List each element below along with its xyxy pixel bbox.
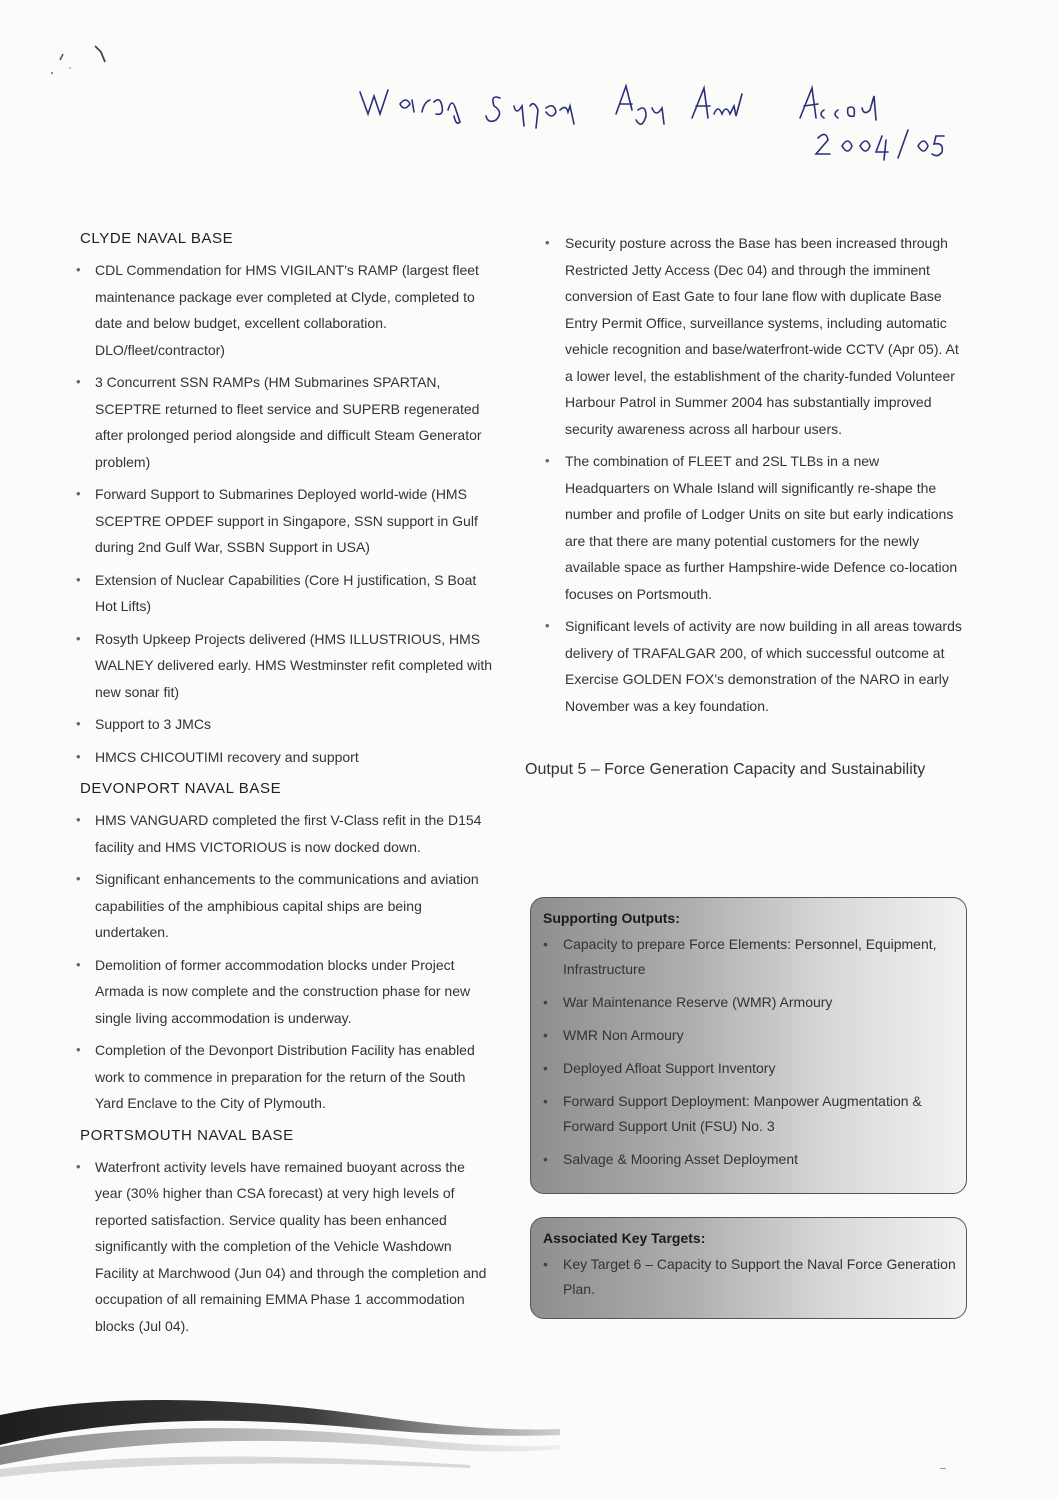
clyde-list [60,257,495,770]
output5-heading: Output 5 – Force Generation Capacity and Sustainability [525,761,926,778]
list-item: • War Maintenance Reserve (WMR) Armoury [531,990,966,1015]
clyde-section-title: CLYDE NAVAL BASE [80,230,234,247]
list-item: • HMS VANGUARD completed the first V-Class refit in the D154 facility and HMS VICTORIOUS is now docked down. [60,807,495,860]
list-item: • 3 Concurrent SSN RAMPs (HM Submarines SPARTAN, SCEPTRE returned to fleet service and SUPERB regenerated after prolonged period alongside and difficult Steam Generator problem) [60,369,495,475]
list-item: • HMCS CHICOUTIMI recovery and support [60,744,495,771]
list-item: • The combination of FLEET and 2SL TLBs in a new Headquarters on Whale Island will significantly re-shape the number and profile of Lodger Units on site but early indications are that there are many potential customers for the newly available space as further Hampshire-wide Defence co-location focuses on Portsmouth. [525,448,965,607]
scan-marks [40,38,120,83]
list-item: • Salvage & Mooring Asset Deployment [531,1147,966,1172]
list-item: • Forward Support to Submarines Deployed world-wide (HMS SCEPTRE OPDEF support in Singapore, SSN support in Gulf during 2nd Gulf War, SSBN Support in USA) [60,481,495,561]
list-item: • Completion of the Devonport Distribution Facility has enabled work to commence in preparation for the return of the South Yard Enclave to the City of Plymouth. [60,1037,495,1117]
list-item: • Forward Support Deployment: Manpower Augmentation & Forward Support Unit (FSU) No. 3 [531,1089,966,1139]
supporting-outputs-box [530,897,967,1194]
list-item: • Support to 3 JMCs [60,711,495,738]
list-item: • Waterfront activity levels have remained buoyant across the year (30% higher than CSA forecast) at very high levels of reported satisfaction. Service quality has been enhanced significantly with the completion of the Vehicle Washdown Facility at Marchwood (Jun 04) and through the completion and occupation of all remaining EMMA Phase 1 accommodation blocks (Jul 04). [60,1154,495,1340]
list-item: • Demolition of former accommodation blocks under Project Armada is now complete and the construction phase for new single living accommodation is underway. [60,952,495,1032]
decorative-wave [0,1385,560,1495]
list-item: • Capacity to prepare Force Elements: Personnel, Equipment, Infrastructure [531,932,966,982]
portsmouth-continued-list [525,230,965,719]
list-item: • Extension of Nuclear Capabilities (Core H justification, S Boat Hot Lifts) [60,567,495,620]
list-item: • Security posture across the Base has been increased through Restricted Jetty Access (Dec 04) and through the imminent conversion of East Gate to four lane flow with duplicate Base Entry Permit Office, surveillance systems, including automatic vehicle recognition and base/waterfront-wide CCTV (Apr 05). At a lower level, the establishment of the charity-funded Volunteer Harbour Patrol in Summer 2004 has substantially improved security awareness across all harbour users. [525,230,965,442]
devonport-list [60,807,495,1117]
list-item: • CDL Commendation for HMS VIGILANT's RAMP (largest fleet maintenance package ever completed at Clyde, completed to date and below budget, excellent collaboration. DLO/fleet/contractor) [60,257,495,363]
key-targets-box [530,1217,967,1319]
supporting-outputs-list [531,932,966,1172]
scan-artifact [940,1468,946,1469]
portsmouth-section-title: PORTSMOUTH NAVAL BASE [80,1126,294,1144]
list-item: • Significant enhancements to the communications and aviation capabilities of the amphibious capital ships are being undertaken. [60,866,495,946]
key-targets-title: Associated Key Targets: [543,1230,706,1246]
supporting-outputs-title: Supporting Outputs: [543,910,680,926]
list-item: • WMR Non Armoury [531,1023,966,1048]
handwritten-note [330,62,970,172]
portsmouth-list [60,1154,495,1340]
list-item: • Significant levels of activity are now building in all areas towards delivery of TRAFALGAR 200, of which successful outcome at Exercise GOLDEN FOX's demonstration of the NARO in early November was a key foundation. [525,613,965,719]
right-column [525,230,965,815]
key-targets-list [531,1252,966,1302]
devonport-section-title: DEVONPORT NAVAL BASE [80,780,282,797]
list-item: • Key Target 6 – Capacity to Support the Naval Force Generation Plan. [531,1252,966,1302]
list-item: • Rosyth Upkeep Projects delivered (HMS ILLUSTRIOUS, HMS WALNEY delivered early. HMS Westminster refit completed with new sonar fit) [60,626,495,706]
left-column [60,230,495,1349]
list-item: • Deployed Afloat Support Inventory [531,1056,966,1081]
